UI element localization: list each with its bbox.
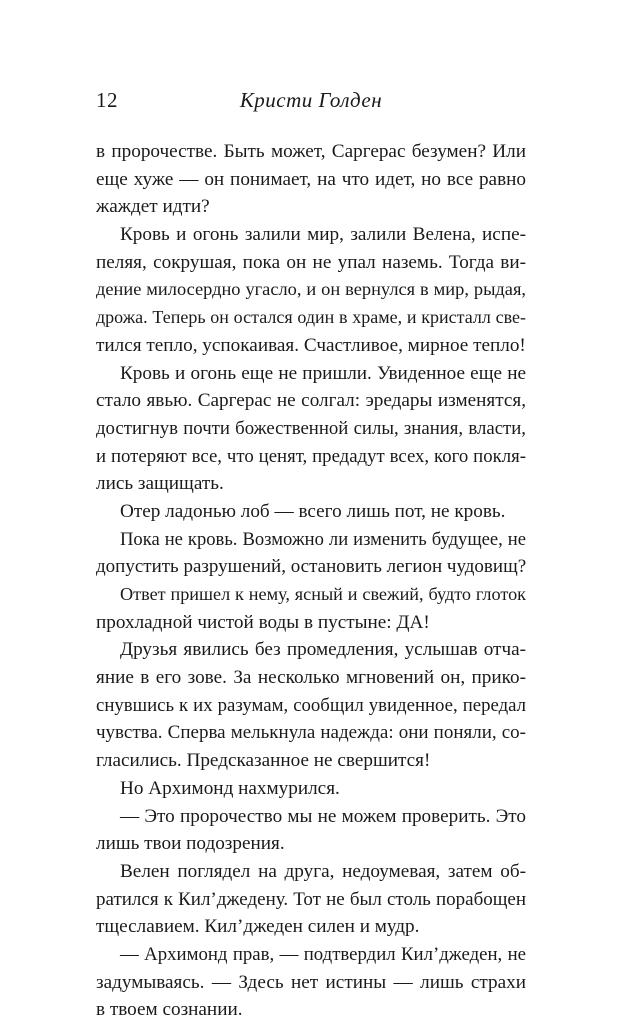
text-line: — Это пророчество мы не можем проверить. Это	[120, 805, 526, 827]
text-line: еще хуже — он понимает, на что идет, но все равно	[96, 168, 526, 190]
text-line: дение милосердно угасло, и он вернулся в мир, рыдая,	[96, 279, 526, 300]
text-line: пеляя, сокрушая, пока он не упал наземь. Тогда ви-	[96, 251, 526, 273]
text-line: Кровь и огонь залили мир, залили Велена, испе-	[120, 224, 526, 246]
text-line: Друзья явились без промедления, услышав отча-	[120, 639, 526, 661]
text-line: Кровь и огонь еще не пришли. Увиденное еще не	[120, 362, 526, 384]
text-line: допустить разрушений, остановить легион чудовищ?	[96, 556, 527, 578]
text-line: прохладной чистой воды в пустыне: ДА!	[96, 611, 430, 633]
text-line: ратился к Кил’джедену. Тот не был столь порабощен	[96, 888, 526, 910]
text-line: Но Архимонд нахмурился.	[120, 777, 340, 799]
text-line: и потеряют все, что ценят, предадут всех, кого покля-	[96, 445, 526, 467]
text-line: в твоем сознании.	[96, 999, 243, 1021]
text-line: лись защищать.	[96, 473, 224, 495]
page-number: 12	[96, 88, 118, 112]
text-line: яние в его зове. За несколько мгновений он, прико-	[96, 667, 526, 689]
text-line: Велен поглядел на друга, недоумевая, затем об-	[120, 860, 526, 882]
text-line: гласились. Предсказанное не свершится!	[96, 750, 431, 772]
text-line: дрожа. Теперь он остался один в храме, и кристалл све-	[96, 307, 526, 328]
running-title: Кристи Голден	[239, 88, 383, 112]
text-line: достигнув почти божественной силы, знания, власти,	[96, 417, 526, 439]
body-text	[96, 138, 526, 1024]
text-line: чувства. Сперва мелькнула надежда: они поняли, со-	[96, 722, 526, 744]
page-header	[96, 88, 526, 114]
text-line: тился тепло, успокаивая. Счастливое, мирное тепло!	[96, 334, 526, 356]
text-line: в пророчестве. Быть может, Саргерас безумен? Или	[96, 141, 526, 162]
text-line: снувшись к их разумам, сообщил увиденное, передал	[96, 694, 526, 716]
text-line: Пока не кровь. Возможно ли изменить будущее, не	[120, 528, 526, 550]
text-line: лишь твои подозрения.	[96, 833, 285, 855]
text-line: жаждет идти?	[96, 196, 210, 218]
text-line: стало явью. Саргерас не солгал: эредары изменятся,	[96, 390, 526, 412]
text-line: Отер ладонью лоб — всего лишь пот, не кровь.	[120, 500, 506, 522]
text-line: тщеславием. Кил’джеден силен и мудр.	[96, 916, 420, 938]
text-line: Ответ пришел к нему, ясный и свежий, будто глоток	[120, 584, 526, 604]
text-line: — Архимонд прав, — подтвердил Кил’джеден, не	[120, 943, 526, 965]
text-line: задумываясь. — Здесь нет истины — лишь страхи	[96, 971, 526, 993]
